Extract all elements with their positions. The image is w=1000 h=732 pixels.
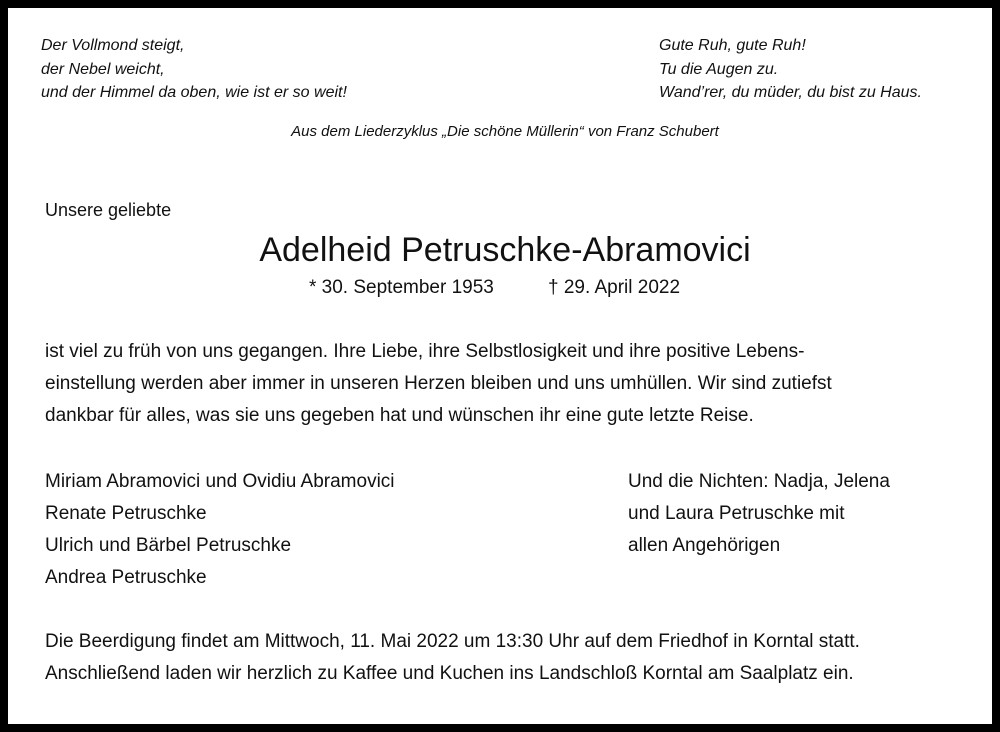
mourner: Andrea Petruschke xyxy=(45,567,207,588)
mourner: Miriam Abramovici und Ovidiu Abramovici xyxy=(45,471,395,492)
poem-left xyxy=(41,38,347,109)
mourners-right xyxy=(628,472,890,568)
paragraph-line: einstellung werden aber immer in unseren Herzen bleiben und uns umhüllen. Wir sind zutiefst xyxy=(45,373,832,394)
poem-line: Tu die Augen zu. xyxy=(659,60,779,78)
poem-attribution: Aus dem Liederzyklus „Die schöne Müllerin“ von Franz Schubert xyxy=(291,123,719,140)
poem-line: Der Vollmond steigt, xyxy=(41,37,185,54)
tribute-paragraph xyxy=(45,342,832,438)
mourner: Renate Petruschke xyxy=(45,503,207,524)
mourner: allen Angehörigen xyxy=(628,535,781,556)
mourner: Ulrich und Bärbel Petruschke xyxy=(45,535,292,556)
birth-date: * 30. September 1953 xyxy=(309,277,494,298)
poem-right xyxy=(659,38,922,109)
poem-line: Wand’rer, du müder, du bist zu Haus. xyxy=(659,84,922,101)
funeral-info xyxy=(45,632,860,696)
poem-line: Gute Ruh, gute Ruh! xyxy=(659,37,806,54)
intro-text: Unsere geliebte xyxy=(45,200,172,220)
death-date: † 29. April 2022 xyxy=(548,277,681,298)
mourners-left xyxy=(45,472,395,600)
mourner: und Laura Petruschke mit xyxy=(628,503,845,524)
poem-line: und der Himmel da oben, wie ist er so weit! xyxy=(41,84,347,101)
obituary-card xyxy=(8,8,992,724)
funeral-line: Die Beerdigung findet am Mittwoch, 11. Mai 2022 um 13:30 Uhr auf dem Friedhof in Korntal statt. xyxy=(45,631,860,652)
paragraph-line: ist viel zu früh von uns gegangen. Ihre Liebe, ihre Selbstlosigkeit und ihre positive Lebens- xyxy=(45,341,805,362)
mourner: Und die Nichten: Nadja, Jelena xyxy=(628,471,890,492)
funeral-line: Anschließend laden wir herzlich zu Kaffee und Kuchen ins Landschloß Korntal am Saalplatz ein. xyxy=(45,663,854,684)
deceased-name: Adelheid Petruschke-Abramovici xyxy=(259,231,751,269)
poem-line: der Nebel weicht, xyxy=(41,60,165,78)
paragraph-line: dankbar für alles, was sie uns gegeben hat und wünschen ihr eine gute letzte Reise. xyxy=(45,405,754,426)
